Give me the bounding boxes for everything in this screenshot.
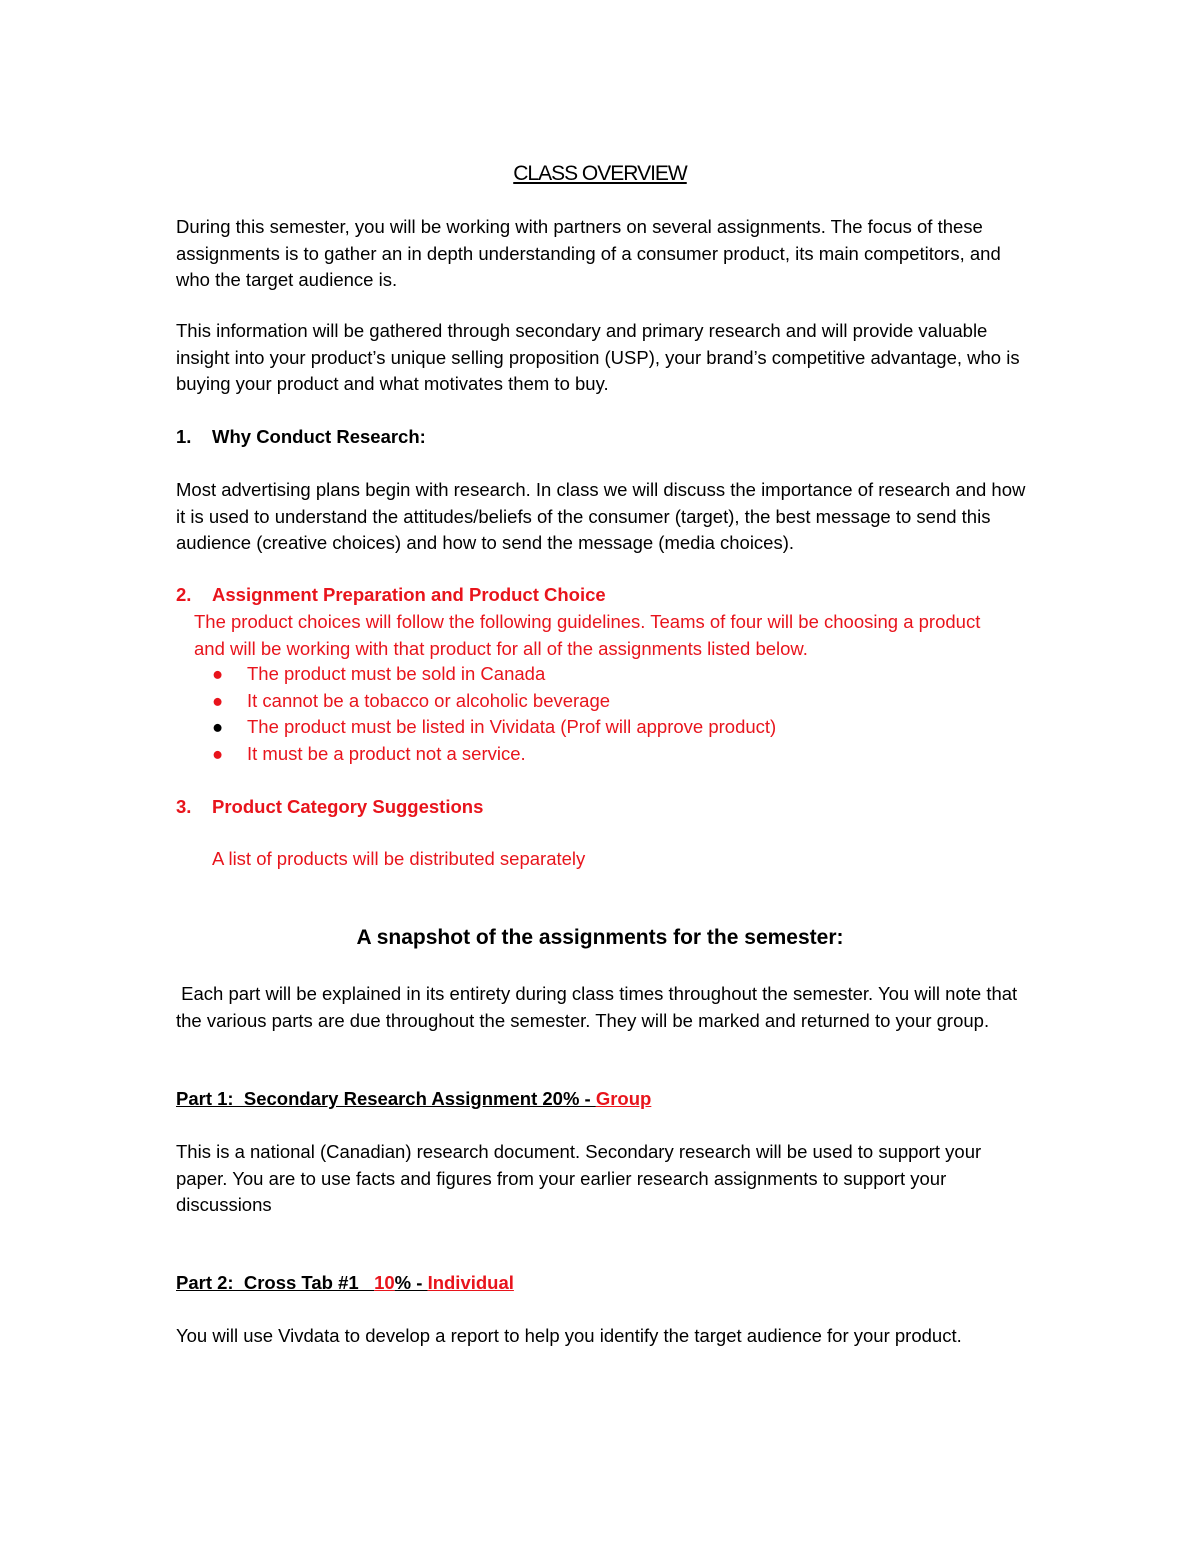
part-1-heading (176, 1086, 1036, 1113)
part-1-body: This is a national (Canadian) research document. Secondary research will be used to support your paper. You are to use facts and figures from your earlier research assignments to support your discussions (176, 1141, 982, 1215)
section-2-title: Assignment Preparation and Product Choice (212, 584, 606, 605)
page-title: CLASS OVERVIEW (513, 162, 687, 185)
section-3-title: Product Category Suggestions (212, 796, 484, 817)
section-2-number: 2. (176, 584, 192, 605)
section-2-heading (176, 582, 606, 609)
part-2-label: Part 2: Cross Tab #1 (176, 1272, 375, 1293)
section-3-heading (176, 794, 483, 821)
list-item-text: It must be a product not a service. (247, 742, 526, 764)
section-3-number: 3. (176, 796, 192, 817)
part-2-label-suffix: % - (394, 1272, 428, 1293)
section-1-heading (176, 424, 426, 451)
section-1-number: 1. (176, 426, 192, 447)
list-item-text: The product must be listed in Vividata (Prof will approve product) (247, 716, 777, 737)
section-3-body: A list of products will be distributed separately (212, 848, 586, 869)
part-2-heading (176, 1270, 1036, 1297)
intro-paragraph-1: During this semester, you will be working with partners on several assignments. The focus of these assignments is to gather an in depth understanding of a consumer product, its main competitors, and who the target audience is. (176, 216, 1001, 290)
list-item-text: The product must be sold in Canada (247, 663, 546, 684)
section-1-title: Why Conduct Research: (212, 426, 426, 447)
bullet-icon: ● (212, 716, 224, 737)
part-1-label: Part 1: Secondary Research Assignment 20% - (176, 1088, 596, 1109)
part-2-body: You will use Vivdata to develop a report to help you identify the target audience for your product. (176, 1325, 962, 1346)
bullet-icon: ● (212, 742, 224, 764)
list-item (212, 714, 1032, 741)
bullet-icon: ● (212, 689, 224, 711)
part-1-tag: Group (595, 1088, 652, 1109)
list-item-text: It cannot be a tobacco or alcoholic beverage (247, 689, 611, 711)
guidelines-list (212, 661, 1032, 767)
list-item (212, 688, 1032, 715)
list-item (212, 741, 1032, 768)
list-item (212, 661, 1032, 688)
part-2-weight: 10 (374, 1272, 395, 1293)
intro-paragraph-2: This information will be gathered through secondary and primary research and will provide valuable insight into your product’s unique selling proposition (USP), your brand’s competitive advantage, who is buying your product and what motivates them to buy. (176, 320, 1020, 394)
section-2-body: The product choices will follow the following guidelines. Teams of four will be choosing a product and will be working with that product for all of the assignments listed below. (194, 611, 981, 659)
snapshot-heading: A snapshot of the assignments for the semester: (356, 926, 844, 949)
bullet-icon: ● (212, 663, 224, 684)
section-1-body: Most advertising plans begin with research. In class we will discuss the importance of research and how it is used to understand the attitudes/beliefs of the consumer (target), the best message to send this audience (creative choices) and how to send the message (media choices). (176, 479, 1026, 553)
part-2-tag: Individual (427, 1272, 514, 1293)
snapshot-body: Each part will be explained in its entirety during class times throughout the semester. You will note that the various parts are due throughout the semester. They will be marked and returned to your group. (176, 983, 1023, 1031)
